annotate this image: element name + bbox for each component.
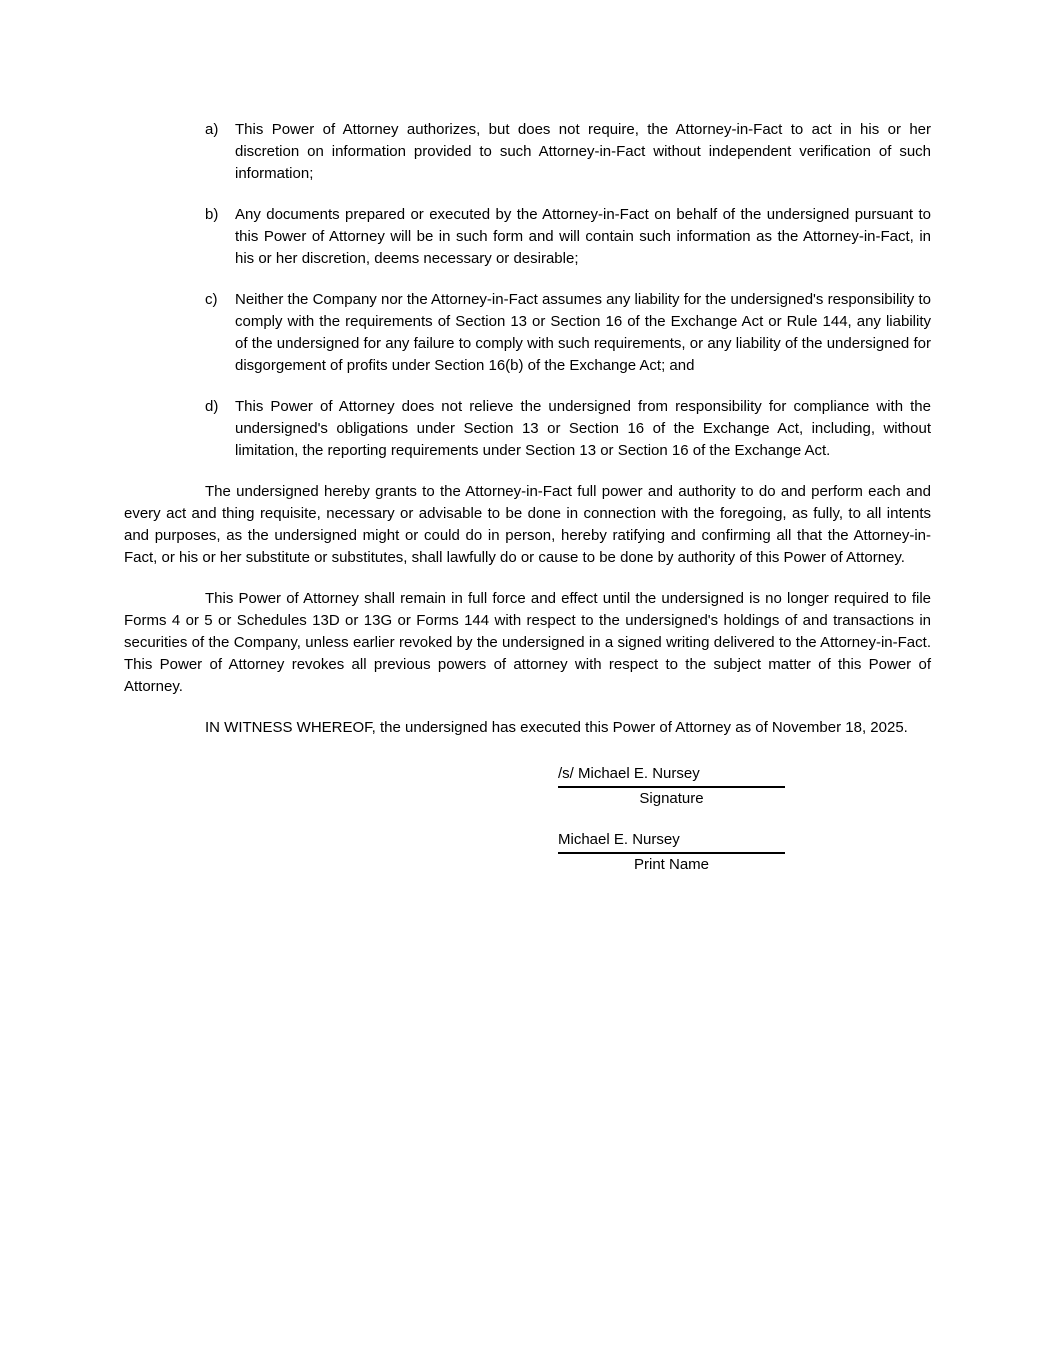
print-name-group xyxy=(558,829,785,876)
clause-item-a xyxy=(205,119,931,185)
clause-letter: c) xyxy=(205,291,218,308)
body-paragraph-witness: IN WITNESS WHEREOF, the undersigned has executed this Power of Attorney as of November 18, 2025. xyxy=(205,719,908,736)
signature-line: /s/ Michael E. Nursey xyxy=(558,763,785,788)
clause-text: This Power of Attorney does not relieve the undersigned from responsibility for compliance with the undersigned's obligations under Section 13 or Section 16 of the Exchange Act, including, without limitation, the reporting requirements under Section 13 or Section 16 of the Exchange Act. xyxy=(235,398,931,459)
clause-letter: a) xyxy=(205,121,219,138)
clause-letter: b) xyxy=(205,206,219,223)
clause-item-d xyxy=(205,396,931,462)
clause-item-c xyxy=(205,289,931,377)
clause-letter: d) xyxy=(205,398,219,415)
print-name-label: Print Name xyxy=(633,856,710,873)
clause-text: Any documents prepared or executed by the Attorney-in-Fact on behalf of the undersigned pursuant to this Power of Attorney will be in such form and will contain such information as the Attorney-in-Fact, in his or her discretion, deems necessary or desirable; xyxy=(235,206,931,267)
body-paragraph-duration: This Power of Attorney shall remain in full force and effect until the undersigned is no longer required to file Forms 4 or 5 or Schedules 13D or 13G or Forms 144 with respect to the undersigned's holdings of and transactions in securities of the Company, unless earlier revoked by the undersigned in a signed writing delivered to the Attorney-in-Fact. This Power of Attorney revokes all previous powers of attorney with respect to the subject matter of this Power of Attorney. xyxy=(124,590,931,695)
signature-label: Signature xyxy=(639,790,704,807)
print-name-line: Michael E. Nursey xyxy=(558,829,785,854)
clause-list xyxy=(205,119,931,462)
clause-item-b xyxy=(205,204,931,270)
clause-text: Neither the Company nor the Attorney-in-Fact assumes any liability for the undersigned's responsibility to comply with the requirements of Section 13 or Section 16 of the Exchange Act or Rule 144, any liability of the undersigned for any failure to comply with such requirements, or any liability of the undersigned for disgorgement of profits under Section 16(b) of the Exchange Act; and xyxy=(235,291,931,374)
signature-group xyxy=(558,763,785,810)
body-paragraph-grant: The undersigned hereby grants to the Attorney-in-Fact full power and authority to do and perform each and every act and thing requisite, necessary or advisable to be done in connection with the foregoing, as fully, to all intents and purposes, as the undersigned might or could do in person, hereby ratifying and confirming all that the Attorney-in-Fact, or his or her substitute or substitutes, shall lawfully do or cause to be done by authority of this Power of Attorney. xyxy=(124,483,931,566)
clause-text: This Power of Attorney authorizes, but does not require, the Attorney-in-Fact to act in his or her discretion on information provided to such Attorney-in-Fact without independent verification of such information; xyxy=(235,121,931,182)
signature-block xyxy=(558,763,785,876)
